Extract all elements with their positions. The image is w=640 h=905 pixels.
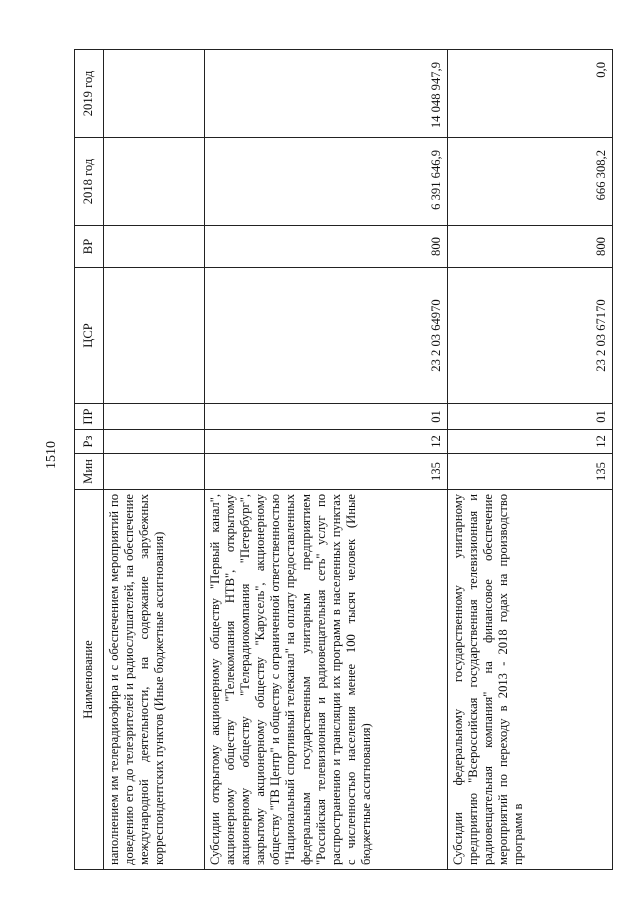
row-csr: 23 2 03 64970 bbox=[205, 268, 448, 404]
row-csr: 23 2 03 67170 bbox=[448, 268, 613, 404]
table-row bbox=[205, 50, 448, 870]
header-csr: ЦСР bbox=[75, 268, 104, 404]
row-min bbox=[104, 454, 205, 490]
row-rz bbox=[104, 430, 205, 454]
header-name: Наименование bbox=[75, 490, 104, 870]
table-row bbox=[448, 50, 613, 870]
header-row bbox=[75, 50, 104, 870]
header-pr: ПР bbox=[75, 404, 104, 430]
table-row bbox=[104, 50, 205, 870]
rotated-page bbox=[40, 40, 610, 870]
row-min: 135 bbox=[448, 454, 613, 490]
header-vr: ВР bbox=[75, 226, 104, 268]
row-csr bbox=[104, 268, 205, 404]
row-vr: 800 bbox=[205, 226, 448, 268]
row-rz: 12 bbox=[205, 430, 448, 454]
row-name: Субсидии федеральному государственному унитарному предприятию "Всероссийская государственная телевизионная и радиовещательная компания" на финансовое обеспечение мероприятий по переходу в 2013 - 2018 годах на производство программ в bbox=[448, 490, 613, 870]
header-2018: 2018 год bbox=[75, 138, 104, 226]
row-min: 135 bbox=[205, 454, 448, 490]
row-pr: 01 bbox=[448, 404, 613, 430]
header-2019: 2019 год bbox=[75, 50, 104, 138]
row-name: Субсидии открытому акционерному обществу "Первый канал", акционерному обществу "Телекомпания НТВ", открытому акционерному обществу "Телерадиокомпания "Петербург", закрытому акционерному обществу "Карусель", акционерному обществу "ТВ Центр" и обществу с ограниченной ответственностью "Национальный спортивный телеканал" на оплату предоставленных федеральным государственным унитарным предприятием "Российская телевизионная и радиовещательная сеть" услуг по распространению и трансляции их программ в населенных пунктах с численностью населения менее 100 тысяч человек (Иные бюджетные ассигнования) bbox=[205, 490, 448, 870]
row-pr: 01 bbox=[205, 404, 448, 430]
row-2019: 0,0 bbox=[448, 50, 613, 138]
row-2019 bbox=[104, 50, 205, 138]
row-2018: 666 308,2 bbox=[448, 138, 613, 226]
row-rz: 12 bbox=[448, 430, 613, 454]
header-min: Мин bbox=[75, 454, 104, 490]
header-rz: Рз bbox=[75, 430, 104, 454]
page-number: 1510 bbox=[44, 441, 59, 469]
budget-table bbox=[74, 49, 613, 870]
row-vr bbox=[104, 226, 205, 268]
row-vr: 800 bbox=[448, 226, 613, 268]
row-pr bbox=[104, 404, 205, 430]
row-2018: 6 391 646,9 bbox=[205, 138, 448, 226]
row-2019: 14 048 947,9 bbox=[205, 50, 448, 138]
row-name: наполнением им телерадиоэфира и с обеспечением мероприятий по доведению его до телезрителей и радиослушателей, на обеспечение международной деятельности, на содержание зарубежных корреспондентских пунктов (Иные бюджетные ассигнования) bbox=[104, 490, 205, 870]
row-2018 bbox=[104, 138, 205, 226]
